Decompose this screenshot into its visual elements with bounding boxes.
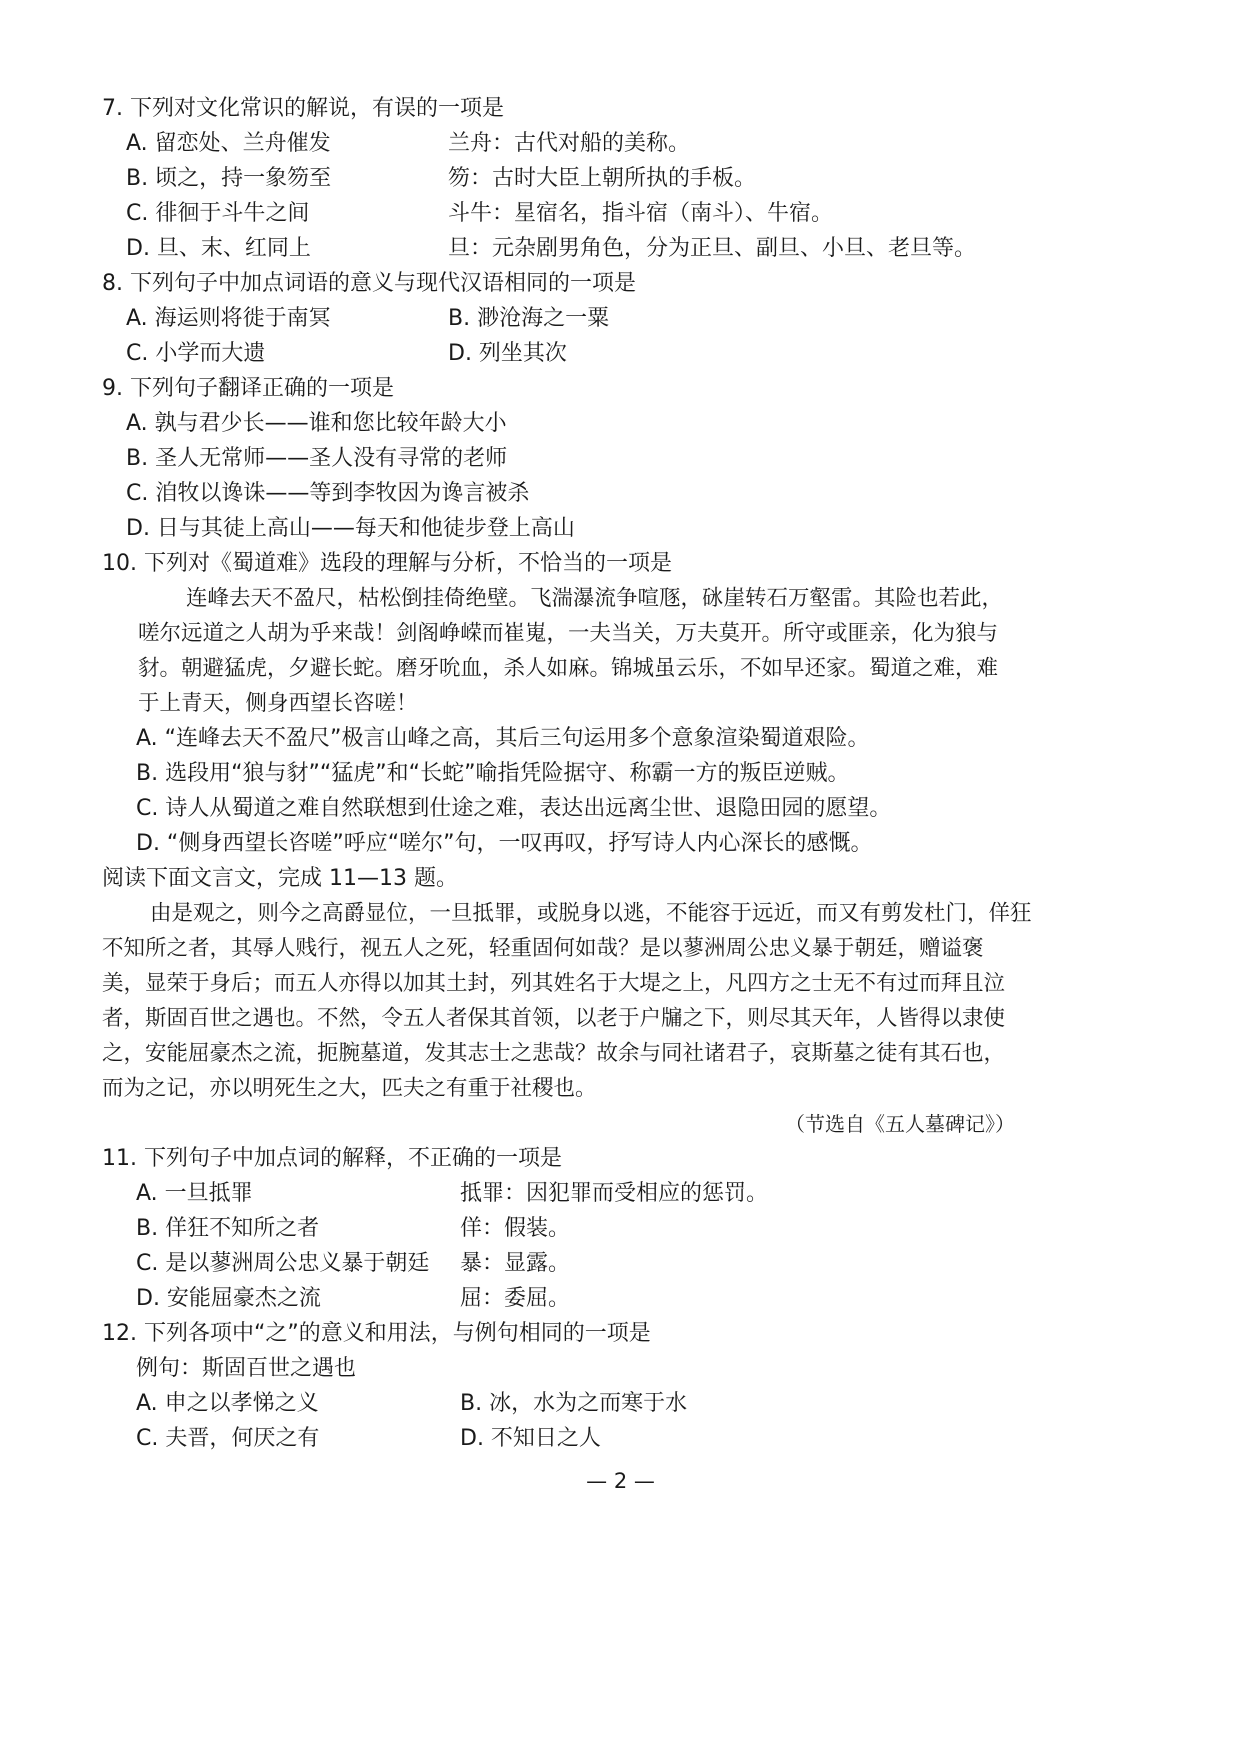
q10-option-a: A. “连峰去天不盈尺”极言山峰之高，其后三句运用多个意象渲染蜀道艰险。	[136, 726, 870, 751]
reading-intro: 阅读下面文言文，完成 11—13 题。	[102, 866, 458, 891]
q11-option-c-explanation: 暴：显露。	[460, 1251, 571, 1276]
q7-option-b-explanation: 笏：古时大臣上朝所执的手板。	[448, 166, 757, 191]
q7-option-c-explanation: 斗牛：星宿名，指斗宿（南斗）、牛宿。	[448, 201, 834, 226]
q12-option-c: C. 夫晋，何厌之有	[136, 1426, 320, 1451]
passage-source: （节选自《五人墓碑记》）	[785, 1112, 1015, 1136]
passage-line: 而为之记，亦以明死生之大，匹夫之有重于社稷也。	[102, 1076, 597, 1101]
q12-option-b: B. 冰，水为之而寒于水	[460, 1391, 688, 1416]
q10-stem: 10. 下列对《蜀道难》选段的理解与分析，不恰当的一项是	[102, 551, 672, 576]
q8-option-c: C. 小学而大遗	[126, 341, 266, 366]
passage-line: 不知所之者，其辱人贱行，视五人之死，轻重固何如哉？是以蓼洲周公忠义暴于朝廷，赠谥褒	[102, 936, 984, 961]
q12-option-a: A. 申之以孝悌之义	[136, 1391, 319, 1416]
q9-option-b: B. 圣人无常师——圣人没有寻常的老师	[126, 446, 508, 471]
q10-option-b: B. 选段用“狼与豺”“猛虎”和“长蛇”喻指凭险据守、称霸一方的叛臣逆贼。	[136, 761, 850, 786]
q11-option-a-explanation: 抵罪：因犯罪而受相应的惩罚。	[460, 1181, 769, 1206]
q11-option-d-explanation: 屈：委屈。	[460, 1286, 571, 1311]
poem-line: 豺。朝避猛虎，夕避长蛇。磨牙吮血，杀人如麻。锦城虽云乐，不如早还家。蜀道之难，难	[138, 656, 999, 681]
passage-line: 由是观之，则今之高爵显位，一旦抵罪，或脱身以逃，不能容于远近，而又有剪发杜门，佯狂	[150, 901, 1032, 926]
q8-stem: 8. 下列句子中加点词语的意义与现代汉语相同的一项是	[102, 271, 636, 296]
passage-line: 之，安能屈豪杰之流，扼腕墓道，发其志士之悲哉？故余与同社诸君子，哀斯墓之徒有其石也，	[102, 1041, 1006, 1066]
q11-option-b-explanation: 佯：假装。	[460, 1216, 571, 1241]
q11-option-b: B. 佯狂不知所之者	[136, 1216, 320, 1241]
q7-option-c: C. 徘徊于斗牛之间	[126, 201, 310, 226]
q12-stem: 12. 下列各项中“之”的意义和用法，与例句相同的一项是	[102, 1321, 651, 1346]
q11-option-d: D. 安能屈豪杰之流	[136, 1286, 321, 1311]
q9-option-d: D. 日与其徒上高山——每天和他徒步登上高山	[126, 516, 575, 541]
page-number: — 2 —	[586, 1469, 655, 1493]
q7-option-b: B. 顷之，持一象笏至	[126, 166, 332, 191]
q12-option-d: D. 不知日之人	[460, 1426, 601, 1451]
poem-line: 嗟尔远道之人胡为乎来哉！剑阁峥嵘而崔嵬，一夫当关，万夫莫开。所守或匪亲，化为狼与	[138, 621, 999, 646]
q7-option-a: A. 留恋处、兰舟催发	[126, 131, 331, 156]
q8-option-b: B. 渺沧海之一粟	[448, 306, 610, 331]
q11-option-a: A. 一旦抵罪	[136, 1181, 253, 1206]
q9-option-c: C. 洎牧以谗诛——等到李牧因为谗言被杀	[126, 481, 530, 506]
q7-option-d-explanation: 旦：元杂剧男角色，分为正旦、副旦、小旦、老旦等。	[448, 236, 977, 261]
q7-option-d: D. 旦、末、红同上	[126, 236, 311, 261]
passage-line: 者，斯固百世之遇也。不然，令五人者保其首领，以老于户牖之下，则尽其天年，人皆得以隶使	[102, 1006, 1006, 1031]
q7-option-a-explanation: 兰舟：古代对船的美称。	[448, 131, 691, 156]
q11-stem: 11. 下列句子中加点词的解释，不正确的一项是	[102, 1146, 562, 1171]
poem-line: 连峰去天不盈尺，枯松倒挂倚绝壁。飞湍瀑流争喧豗，砯崖转石万壑雷。其险也若此，	[186, 586, 1004, 611]
q8-option-d: D. 列坐其次	[448, 341, 567, 366]
poem-line: 于上青天，侧身西望长咨嗟！	[138, 691, 418, 716]
q8-option-a: A. 海运则将徙于南冥	[126, 306, 331, 331]
q12-example: 例句：斯固百世之遇也	[136, 1356, 357, 1381]
q10-option-c: C. 诗人从蜀道之难自然联想到仕途之难，表达出远离尘世、退隐田园的愿望。	[136, 796, 892, 821]
q7-stem: 7. 下列对文化常识的解说，有误的一项是	[102, 96, 504, 121]
passage-line: 美，显荣于身后；而五人亦得以加其土封，列其姓名于大堤之上，凡四方之士无不有过而拜且泣	[102, 971, 1006, 996]
q10-option-d: D. “侧身西望长咨嗟”呼应“嗟尔”句，一叹再叹，抒写诗人内心深长的感慨。	[136, 831, 873, 856]
q11-option-c: C. 是以蓼洲周公忠义暴于朝廷	[136, 1251, 430, 1276]
q9-option-a: A. 孰与君少长——谁和您比较年龄大小	[126, 411, 507, 436]
q9-stem: 9. 下列句子翻译正确的一项是	[102, 376, 394, 401]
